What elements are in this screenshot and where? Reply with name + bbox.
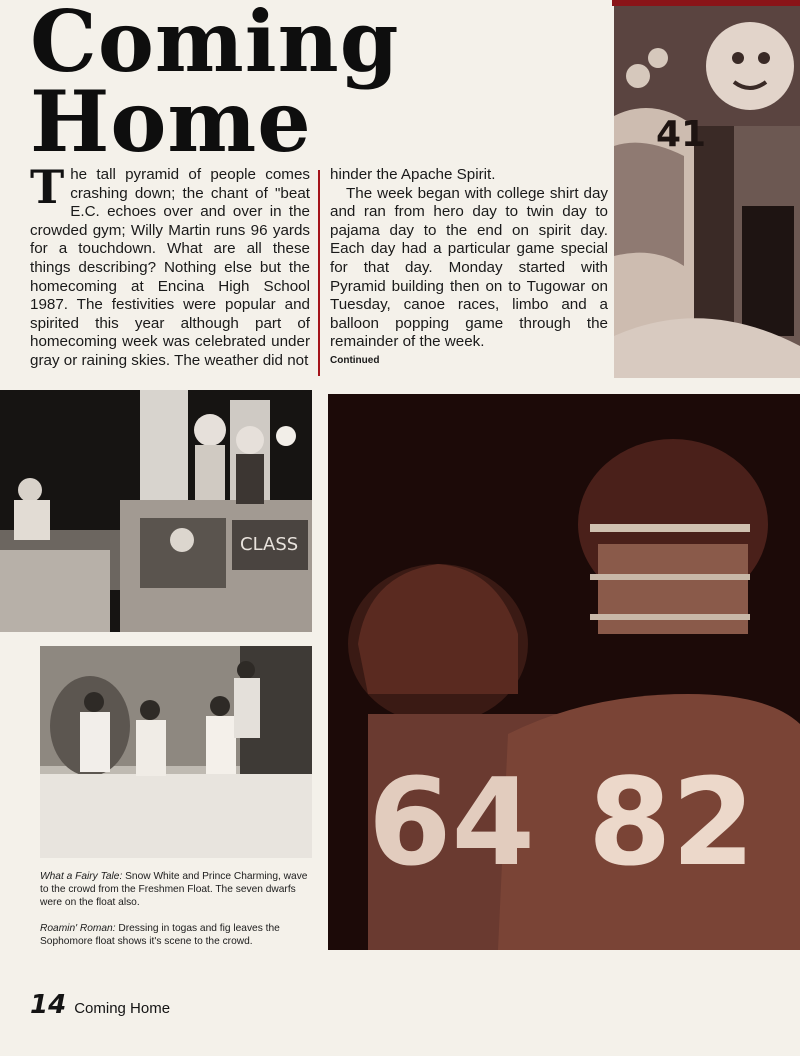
page-headline: [30, 0, 400, 171]
photo-freshmen-float: [40, 646, 312, 858]
continued-label: Continued: [330, 354, 380, 366]
truck-banner-text: CLASS: [240, 534, 299, 555]
caption-title: Roamin' Roman:: [40, 923, 116, 934]
article-paragraph-continuation: hinder the Apache Spirit.: [330, 166, 496, 183]
float-sign-number: 41: [656, 114, 707, 155]
article-column-2: [330, 166, 608, 371]
headline-line-1: Coming: [30, 0, 400, 91]
page-number: 14: [30, 990, 67, 1020]
jersey-number-left: 64: [368, 754, 535, 893]
caption-text: Dressing in togas and fig leaves the Sophomore float shows it's scene to the crowd.: [40, 923, 280, 947]
column-divider-rule: [318, 170, 320, 376]
photo-truck-float: [0, 390, 312, 632]
caption-roamin-roman: [40, 922, 310, 948]
photo-float-sun: [614, 6, 800, 378]
photo-football-players: [328, 394, 800, 950]
sun-face-icon: [706, 22, 794, 110]
article-column-1: [30, 160, 310, 371]
caption-fairy-tale: [40, 870, 310, 909]
section-label: Coming Home: [74, 1000, 171, 1017]
article-paragraph-2: The week began with college shirt day and ran from hero day to twin day to pajama day to the end on spirit day. Each day had a particular game special for that day. Monday started with Pyramid building then on to Tugowar on Tuesday, canoe races, limbo and a balloon popping game through the remainder of the week.: [330, 184, 608, 351]
caption-title: What a Fairy Tale:: [40, 871, 123, 882]
drop-cap: T: [30, 160, 65, 214]
page-folio: [30, 990, 170, 1020]
headline-line-2: Home: [30, 72, 312, 171]
jersey-number-right: 82: [588, 754, 755, 893]
caption-text: Snow White and Prince Charming, wave to the crowd from the Freshmen Float. The seven dwarfs were on the float also.: [40, 871, 308, 908]
article-text-col1: he tall pyramid of people comes crashing down; the chant of "beat E.C. echoes over and over in the crowded gym; Willy Martin runs 96 yards for a touchdown. What are all these things describing? Nothing else but the homecoming at Encina High School 1987. The festivities were popular and spirited this year although part of homecoming week was celebrated under gray or raining skies. The weather did not: [30, 166, 310, 369]
